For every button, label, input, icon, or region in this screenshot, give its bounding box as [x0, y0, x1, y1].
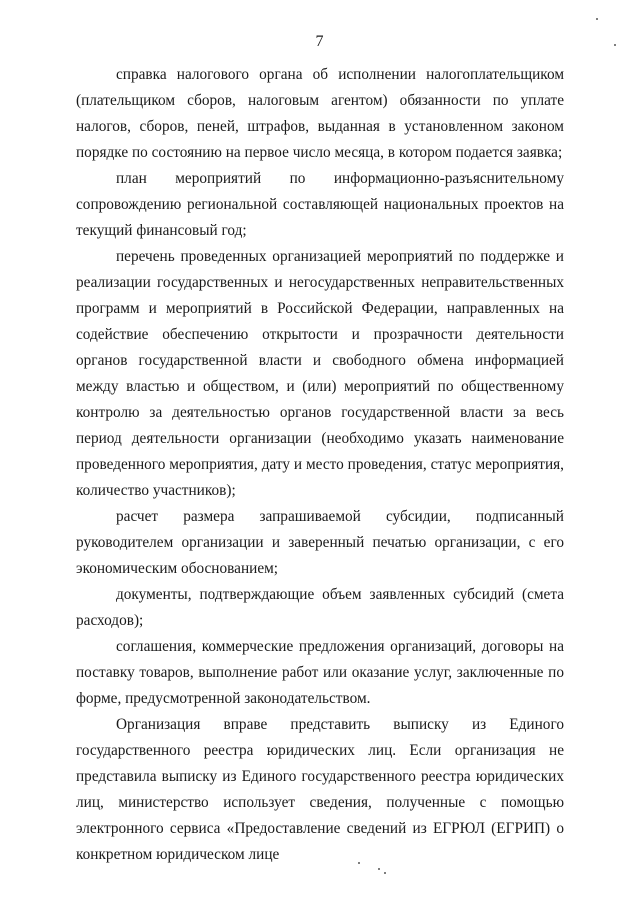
scan-speck — [596, 18, 598, 20]
paragraph-event-plan: план мероприятий по информационно-разъяснительному сопровождению региональной составляющей национальных проектов на текущий финансовый год; — [76, 170, 564, 239]
scan-speck — [384, 872, 386, 874]
scan-speck — [378, 868, 380, 870]
paragraph-supporting-documents: документы, подтверждающие объем заявленных субсидий (смета расходов); — [76, 586, 564, 629]
page-number: 7 — [315, 33, 324, 50]
scan-speck — [358, 862, 360, 864]
document-body — [76, 62, 564, 868]
paragraph-egrul-extract: Организация вправе представить выписку из Единого государственного реестра юридических лиц. Если организация не представила выписку из Единого государственного реестра юридических лиц, министерство использует сведения, полученные с помощью электронного сервиса «Предоставление сведений из ЕГРЮЛ (ЕГРИП) о конкретном юридическом лице — [76, 716, 564, 863]
paragraph-events-list: перечень проведенных организацией мероприятий по поддержке и реализации государственных и негосударственных неправительственных программ и мероприятий в Российской Федерации, направленных на содействие обеспечению открытости и прозрачности деятельности органов государственной власти и свободного обмена информацией между властью и обществом, и (или) мероприятий по общественному контролю за деятельностью органов государственной власти за весь период деятельности организации (необходимо указать наименование проведенного мероприятия, дату и место проведения, статус мероприятия, количество участников); — [76, 248, 564, 499]
scan-speck — [614, 44, 616, 46]
paragraph-tax-certificate: справка налогового органа об исполнении налогоплательщиком (плательщиком сборов, налоговым агентом) обязанности по уплате налогов, сборов, пеней, штрафов, выданная в установленном законом порядке по состоянию на первое число месяца, в котором подается заявка; — [76, 66, 564, 161]
paragraph-agreements: соглашения, коммерческие предложения организаций, договоры на поставку товаров, выполнение работ или оказание услуг, заключенные по форме, предусмотренной законодательством. — [76, 638, 564, 707]
paragraph-subsidy-calculation: расчет размера запрашиваемой субсидии, подписанный руководителем организации и заверенный печатью организации, с его экономическим обоснованием; — [76, 508, 564, 577]
